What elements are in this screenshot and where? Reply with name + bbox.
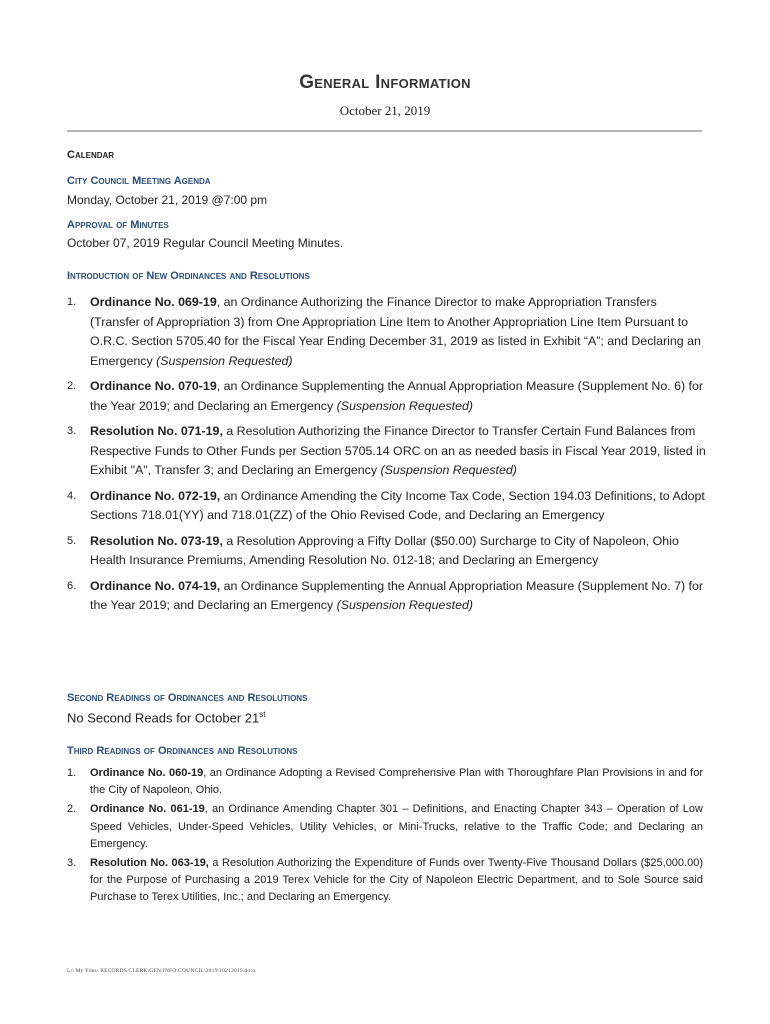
meeting-date: October 21, 2019	[339, 103, 431, 118]
second-readings-text: No Second Reads for October 21st	[67, 710, 266, 726]
item-id: Resolution No. 071-19,	[90, 424, 223, 438]
item-text: an Ordinance Supplementing the Annual Appropriation Measure (Supplement No. 6) for the Year 2019; and Declaring an Emergency	[90, 379, 704, 413]
item-note: (Suspension Requested)	[336, 398, 473, 413]
item-id: Ordinance No. 061-19	[90, 803, 205, 816]
item-id: Ordinance No. 060-19	[90, 767, 204, 779]
item-note: (Suspension Requested)	[380, 463, 517, 477]
list-item: 2. Ordinance No. 070-19, an Ordinance Supplementing the Annual Appropriation Measure (Supplement No. 6) for the Year 2019; and Declaring an Emergency (Suspension Requested)	[67, 379, 704, 413]
list-item: 1. Ordinance No. 069-19, an Ordinance Authorizing the Finance Director to make Appropriation Transfers (Transfer of Appropriation 3) from One Appropriation Line Item to Another Appropriation Line Item Pursuant to O.R.C. Section 5705.40 for the Fiscal Year Ending December 31, 2019 as listed in Exhibit “A”; and Declaring an Emergency (Suspension Requested)	[67, 295, 701, 368]
item-text: an Ordinance Amending the City Income Tax Code, Section 194.03 Definitions, to Adopt Sections 718.01(YY) and 718.01(ZZ) of the Ohio Revised Code, and Declaring an Emergency	[90, 488, 705, 522]
item-text: an Ordinance Amending Chapter 301 – Definitions, and Enacting Chapter 343 – Operation of Low Speed Vehicles, Under-Speed Vehicles, Utility Vehicles, or Mini-Trucks, relative to the Traffic Code; and Declaring an Emergency.	[90, 803, 703, 850]
item-text: an Ordinance Adopting a Revised Comprehensive Plan with Thoroughfare Plan Provisions in and for the City of Napoleon, Ohio.	[90, 767, 703, 797]
item-note: (Suspension Requested)	[336, 598, 473, 612]
item-text: a Resolution Authorizing the Finance Director to Transfer Certain Fund Balances from Respective Funds to Other Funds per Section 5705.14 ORC on an as needed basis in Fiscal Year 2019, listed in Exhibit "A", Transfer 3; and Declaring an Emergency	[90, 424, 706, 477]
meeting-time: Monday, October 21, 2019 @7:00 pm	[67, 193, 268, 207]
item-number: 1.	[67, 296, 77, 308]
third-readings-list	[67, 765, 703, 909]
item-id: Ordinance No. 072-19,	[90, 488, 221, 503]
third-readings-heading: Third Readings of Ordinances and Resolutions	[67, 745, 298, 757]
introduction-heading: Introduction of New Ordinances and Resolutions	[67, 270, 310, 282]
item-number: 6.	[67, 579, 77, 592]
item-text: an Ordinance Supplementing the Annual Appropriation Measure (Supplement No. 7) for the Year 2019; and Declaring an Emergency	[90, 578, 703, 612]
approval-heading: Approval of Minutes	[67, 219, 169, 231]
header-divider	[67, 130, 702, 132]
file-path-footer: L:\ My Files\ RECORDS CLERK\GEN INFO\COUNCIL\2019\10212019.docx	[67, 968, 256, 974]
item-id: Resolution No. 073-19,	[90, 533, 223, 548]
introduction-list	[67, 293, 707, 622]
item-number: 5.	[67, 534, 77, 547]
item-number: 3.	[67, 857, 77, 870]
list-item: 1. Ordinance No. 060-19, an Ordinance Adopting a Revised Comprehensive Plan with Thoroughfare Plan Provisions in and for the City of Napoleon, Ohio.	[67, 767, 703, 797]
item-text: a Resolution Approving a Fifty Dollar ($50.00) Surcharge to City of Napoleon, Ohio Health Insurance Premiums, Amending Resolution No. 012-18; and Declaring an Emergency	[90, 533, 679, 567]
item-id: Ordinance No. 069-19	[90, 295, 217, 309]
approval-text: October 07, 2019 Regular Council Meeting Minutes.	[67, 236, 344, 250]
item-note: (Suspension Requested)	[156, 353, 293, 368]
item-id: Ordinance No. 074-19,	[90, 578, 221, 593]
item-id: Resolution No. 063-19,	[90, 857, 209, 870]
second-readings-heading: Second Readings of Ordinances and Resolutions	[67, 692, 308, 704]
list-item: 2. Ordinance No. 061-19, an Ordinance Amending Chapter 301 – Definitions, and Enacting Chapter 343 – Operation of Low Speed Vehicles, Under-Speed Vehicles, Utility Vehicles, or Mini-Trucks, relative to the Traffic Code; and Declaring an Emergency.	[67, 803, 703, 850]
list-item	[67, 422, 707, 481]
item-number: 4.	[67, 489, 77, 502]
item-text: an Ordinance Authorizing the Finance Director to make Appropriation Transfers (Transfer of Appropriation 3) from One Appropriation Line Item to Another Appropriation Line Item Pursuant to O.R.C. Section 5705.40 for the Fiscal Year Ending December 31, 2019 as listed in Exhibit “A”; and Declaring an Emergency	[90, 295, 701, 368]
meeting-agenda-heading: City Council Meeting Agenda	[67, 175, 211, 187]
list-item	[67, 487, 707, 526]
list-item	[67, 577, 707, 616]
item-number: 2.	[67, 803, 77, 816]
page-title: General Information	[299, 72, 471, 93]
item-number: 3.	[67, 425, 77, 437]
list-item	[67, 532, 707, 571]
item-number: 1.	[67, 767, 77, 779]
list-item	[67, 855, 703, 907]
item-number: 2.	[67, 380, 77, 392]
calendar-heading: Calendar	[67, 149, 115, 161]
item-text: a Resolution Authorizing the Expenditure of Funds over Twenty-Five Thousand Dollars ($25,000.00) for the Purpose of Purchasing a 2019 Terex Vehicle for the City of Napoleon Electric Department, and to Sole Source said Purchase to Terex Utilities, Inc.; and Declaring an Emergency.	[90, 857, 703, 904]
item-id: Ordinance No. 070-19	[90, 379, 217, 393]
